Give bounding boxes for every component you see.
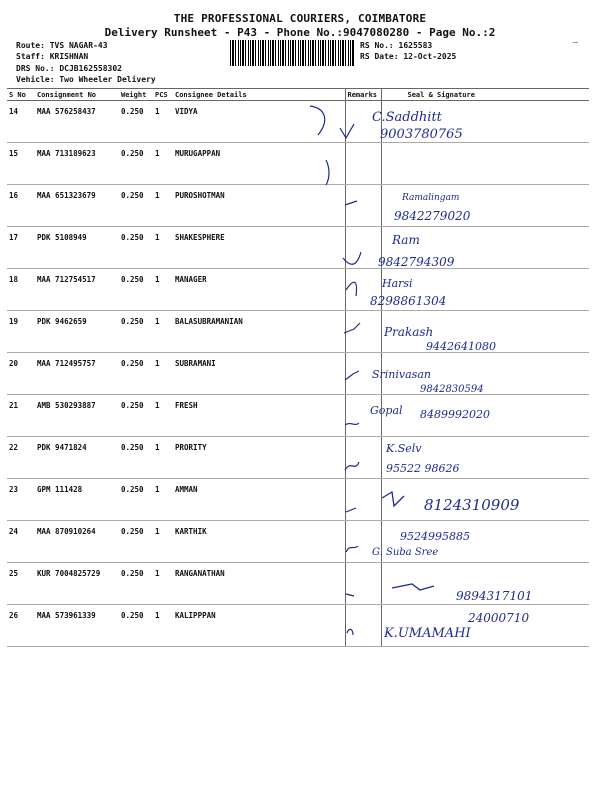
rs-date: RS Date: 12-Oct-2025 bbox=[360, 52, 457, 61]
row-weight: 0.250 bbox=[119, 185, 153, 227]
row-weight: 0.250 bbox=[119, 521, 153, 563]
row-consignee: KARTHIK bbox=[173, 521, 345, 563]
table-row bbox=[7, 521, 589, 563]
row-consignment: PDK 5108949 bbox=[35, 227, 119, 269]
row-pcs: 1 bbox=[153, 101, 173, 143]
drs-number: DRS No.: DCJB162558302 bbox=[16, 64, 122, 73]
sig-phone-19: 9442641080 bbox=[426, 340, 496, 353]
table-row bbox=[7, 479, 589, 521]
sig-phone-22: 95522 98626 bbox=[386, 462, 460, 475]
row-consignee: RANGANATHAN bbox=[173, 563, 345, 605]
row-consignee: MANAGER bbox=[173, 269, 345, 311]
row-remarks bbox=[345, 605, 381, 647]
sig-phone-17: 9842794309 bbox=[378, 255, 455, 269]
col-remarks: Remarks bbox=[345, 89, 381, 101]
row-sno: 18 bbox=[7, 269, 35, 311]
row-consignee: SHAKESPHERE bbox=[173, 227, 345, 269]
row-remarks bbox=[345, 185, 381, 227]
col-signature: Seal & Signature bbox=[381, 89, 589, 101]
row-consignment: PDK 9462659 bbox=[35, 311, 119, 353]
row-remarks bbox=[345, 437, 381, 479]
row-sno: 23 bbox=[7, 479, 35, 521]
row-signature bbox=[381, 227, 589, 269]
row-signature bbox=[381, 353, 589, 395]
row-consignee: PRORITY bbox=[173, 437, 345, 479]
row-weight: 0.250 bbox=[119, 269, 153, 311]
row-remarks bbox=[345, 479, 381, 521]
corner-mark: — bbox=[572, 38, 578, 48]
route-label: Route: TVS NAGAR-43 bbox=[16, 41, 108, 50]
row-signature bbox=[381, 521, 589, 563]
sig-name-22: K.Selv bbox=[386, 442, 422, 455]
sig-name-24: G. Suba Sree bbox=[372, 547, 439, 558]
row-weight: 0.250 bbox=[119, 143, 153, 185]
row-consignee: BALASUBRAMANIAN bbox=[173, 311, 345, 353]
row-sno: 24 bbox=[7, 521, 35, 563]
row-consignment: MAA 712495757 bbox=[35, 353, 119, 395]
sig-phone-25: 9894317101 bbox=[456, 589, 533, 603]
sig-phone-14: 9003780765 bbox=[380, 127, 463, 142]
sig-phone-24: 9524995885 bbox=[400, 530, 470, 543]
rs-number: RS No.: 1625583 bbox=[360, 41, 433, 50]
col-consignee: Consignee Details bbox=[173, 89, 345, 101]
row-pcs: 1 bbox=[153, 269, 173, 311]
sig-phone-26: 24000710 bbox=[468, 611, 530, 625]
row-signature bbox=[381, 185, 589, 227]
row-signature bbox=[381, 311, 589, 353]
col-weight: Weight bbox=[119, 89, 153, 101]
row-weight: 0.250 bbox=[119, 227, 153, 269]
table-row bbox=[7, 311, 589, 353]
row-sno: 22 bbox=[7, 437, 35, 479]
vehicle-label: Vehicle: Two Wheeler Delivery bbox=[16, 75, 156, 84]
row-consignee: KALIPPPAN bbox=[173, 605, 345, 647]
sig-name-21: Gopal bbox=[370, 404, 403, 417]
sig-phone-16: 9842279020 bbox=[394, 209, 471, 223]
row-sno: 21 bbox=[7, 395, 35, 437]
row-pcs: 1 bbox=[153, 479, 173, 521]
row-signature bbox=[381, 395, 589, 437]
table-row bbox=[7, 605, 589, 647]
row-sno: 16 bbox=[7, 185, 35, 227]
table-row bbox=[7, 143, 589, 185]
row-sno: 15 bbox=[7, 143, 35, 185]
row-remarks bbox=[345, 227, 381, 269]
table-row bbox=[7, 269, 589, 311]
row-consignee: AMMAN bbox=[173, 479, 345, 521]
row-weight: 0.250 bbox=[119, 311, 153, 353]
row-consignee: FRESH bbox=[173, 395, 345, 437]
row-remarks bbox=[345, 269, 381, 311]
row-pcs: 1 bbox=[153, 437, 173, 479]
row-weight: 0.250 bbox=[119, 437, 153, 479]
sig-name-20: Srinivasan bbox=[372, 368, 431, 381]
table-row bbox=[7, 563, 589, 605]
table-row bbox=[7, 437, 589, 479]
row-consignment: MAA 576258437 bbox=[35, 101, 119, 143]
row-pcs: 1 bbox=[153, 353, 173, 395]
table-row bbox=[7, 227, 589, 269]
row-signature bbox=[381, 143, 589, 185]
row-consignee: MURUGAPPAN bbox=[173, 143, 345, 185]
row-pcs: 1 bbox=[153, 227, 173, 269]
row-signature bbox=[381, 605, 589, 647]
row-remarks bbox=[345, 353, 381, 395]
row-consignee: SUBRAMANI bbox=[173, 353, 345, 395]
row-consignment: PDK 9471824 bbox=[35, 437, 119, 479]
row-pcs: 1 bbox=[153, 521, 173, 563]
row-remarks bbox=[345, 101, 381, 143]
row-weight: 0.250 bbox=[119, 563, 153, 605]
staff-label: Staff: KRISHNAN bbox=[16, 52, 89, 61]
row-consignment: MAA 573961339 bbox=[35, 605, 119, 647]
barcode bbox=[230, 40, 355, 66]
row-sno: 25 bbox=[7, 563, 35, 605]
sig-phone-21: 8489992020 bbox=[420, 408, 490, 421]
row-signature bbox=[381, 479, 589, 521]
runsheet-table bbox=[7, 88, 589, 647]
sig-phone-18: 8298861304 bbox=[370, 294, 447, 308]
table-row bbox=[7, 101, 589, 143]
row-pcs: 1 bbox=[153, 311, 173, 353]
row-pcs: 1 bbox=[153, 185, 173, 227]
row-consignment: AMB 530293887 bbox=[35, 395, 119, 437]
row-sno: 14 bbox=[7, 101, 35, 143]
row-pcs: 1 bbox=[153, 563, 173, 605]
row-consignment: GPM 111428 bbox=[35, 479, 119, 521]
row-pcs: 1 bbox=[153, 143, 173, 185]
sig-name-17: Ram bbox=[392, 233, 420, 247]
sig-name-19: Prakash bbox=[384, 325, 434, 339]
row-consignment: MAA 713189623 bbox=[35, 143, 119, 185]
row-remarks bbox=[345, 395, 381, 437]
row-signature bbox=[381, 563, 589, 605]
row-remarks bbox=[345, 143, 381, 185]
row-consignment: KUR 7004825729 bbox=[35, 563, 119, 605]
row-consignment: MAA 712754517 bbox=[35, 269, 119, 311]
row-weight: 0.250 bbox=[119, 353, 153, 395]
row-consignee: PUROSHOTMAN bbox=[173, 185, 345, 227]
row-weight: 0.250 bbox=[119, 101, 153, 143]
row-sno: 20 bbox=[7, 353, 35, 395]
row-sno: 19 bbox=[7, 311, 35, 353]
row-weight: 0.250 bbox=[119, 479, 153, 521]
col-sno: S No bbox=[7, 89, 35, 101]
row-signature bbox=[381, 101, 589, 143]
row-remarks bbox=[345, 311, 381, 353]
col-pcs: PCS bbox=[153, 89, 173, 101]
table-header-row bbox=[7, 89, 589, 101]
sig-name-14: C.Saddhitt bbox=[372, 110, 442, 125]
row-sno: 17 bbox=[7, 227, 35, 269]
row-signature bbox=[381, 437, 589, 479]
row-pcs: 1 bbox=[153, 605, 173, 647]
table-row bbox=[7, 185, 589, 227]
row-consignment: MAA 651323679 bbox=[35, 185, 119, 227]
row-consignee: VIDYA bbox=[173, 101, 345, 143]
row-remarks bbox=[345, 563, 381, 605]
table-row bbox=[7, 353, 589, 395]
row-sno: 26 bbox=[7, 605, 35, 647]
col-consignment: Consignment No bbox=[35, 89, 119, 101]
row-signature bbox=[381, 269, 589, 311]
row-consignment: MAA 870910264 bbox=[35, 521, 119, 563]
table-row bbox=[7, 395, 589, 437]
sig-phone-23: 8124310909 bbox=[424, 496, 520, 514]
sig-name-16: Ramalingam bbox=[402, 193, 460, 203]
runsheet-title: Delivery Runsheet - P43 - Phone No.:9047080280 - Page No.:2 bbox=[104, 26, 496, 39]
row-pcs: 1 bbox=[153, 395, 173, 437]
sig-name-18: Harsi bbox=[382, 277, 413, 290]
sig-phone-20: 9842830594 bbox=[420, 384, 484, 395]
row-weight: 0.250 bbox=[119, 605, 153, 647]
sig-name-26: K.UMAMAHI bbox=[384, 626, 471, 641]
row-remarks bbox=[345, 521, 381, 563]
company-name: THE PROFESSIONAL COURIERS, COIMBATORE bbox=[173, 12, 427, 25]
row-weight: 0.250 bbox=[119, 395, 153, 437]
